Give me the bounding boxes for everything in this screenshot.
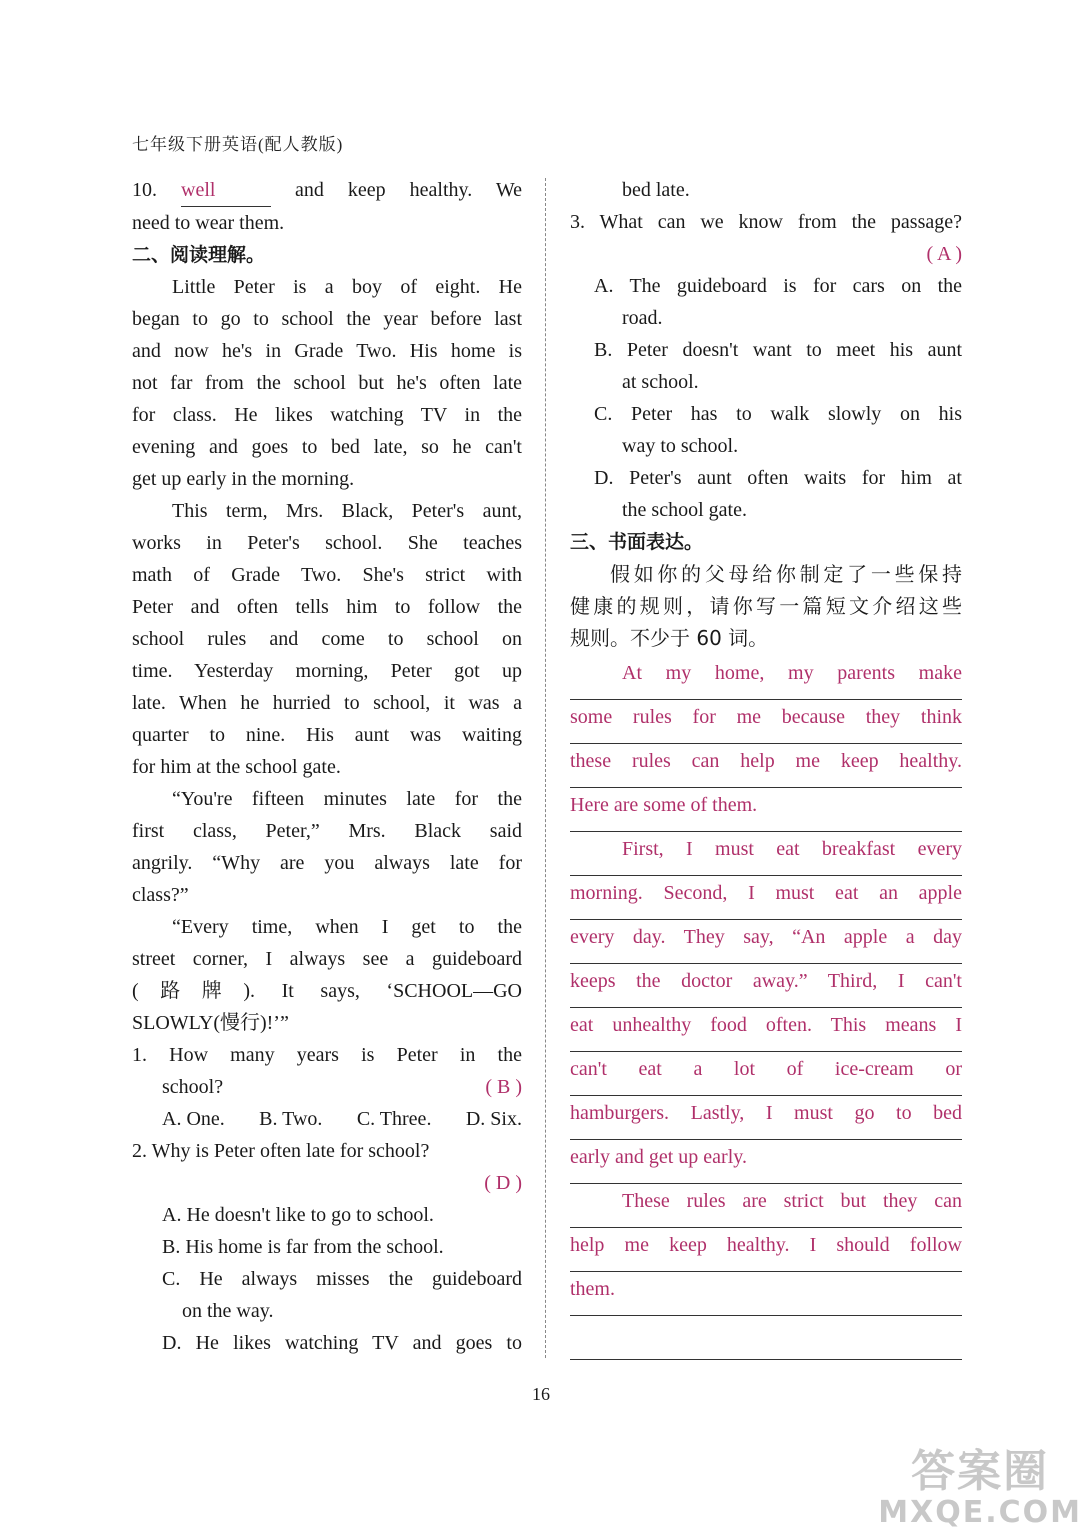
writing-line [570, 1316, 962, 1360]
writing-line: some rules for me because they think [570, 700, 962, 744]
passage-line: get up early in the morning. [132, 468, 355, 490]
q2-answer: ( D ) [484, 1172, 522, 1194]
passage-line: This term, Mrs. Black, Peter's aunt, [172, 500, 522, 522]
writing-line: eat unhealthy food often. This means I [570, 1008, 962, 1052]
q3-line1: 3. What can we know from the passage? [570, 211, 962, 233]
writing-line: hamburgers. Lastly, I must go to bed [570, 1096, 962, 1140]
q3-option-b-line2: at school. [622, 371, 699, 393]
passage-line: Little Peter is a boy of eight. He [172, 276, 522, 298]
writing-line: keeps the doctor away.” Third, I can't [570, 964, 962, 1008]
right-column [570, 174, 962, 1360]
q1-text: school? [162, 1076, 224, 1098]
q1-option-c: C. Three. [356, 1108, 432, 1130]
q1-option-a: A. One. [162, 1108, 225, 1130]
q2-option-c-line2: on the way. [182, 1300, 274, 1322]
q1-answer: ( B ) [485, 1076, 522, 1098]
passage-line: “Every time, when I get to the [172, 916, 522, 938]
writing-line: early and get up early. [570, 1140, 962, 1184]
q3-option-a-line2: road. [622, 307, 663, 329]
writing-line: At my home, my parents make [570, 656, 962, 700]
q10-line2: need to wear them. [132, 212, 285, 234]
q2-option-b: B. His home is far from the school. [162, 1236, 444, 1258]
q10-answer-blank: well [181, 174, 271, 207]
section2-title: 二、阅读理解。 [132, 244, 266, 266]
q3-option-b-line1: B. Peter doesn't want to meet his aunt [594, 339, 962, 361]
watermark-url: MXQE.COM [878, 1495, 1082, 1530]
left-column [132, 174, 522, 1359]
passage-line: Peter and often tells him to follow the [132, 596, 522, 618]
passage-line: evening and goes to bed late, so he can't [132, 436, 522, 458]
q3-answer-row [570, 238, 962, 270]
writing-line: every day. They say, “An apple a day [570, 920, 962, 964]
q2-line1: 2. Why is Peter often late for school? [132, 1140, 430, 1162]
writing-prompt-line: 规则。不少于 60 词。 [570, 626, 769, 650]
passage-line: for class. He likes watching TV in the [132, 404, 522, 426]
q3-option-a-line1: A. The guideboard is for cars on the [594, 275, 962, 297]
passage-line: began to go to school the year before last [132, 308, 522, 330]
passage-line: for him at the school gate. [132, 756, 341, 778]
q3-option-c-line1: C. Peter has to walk slowly on his [594, 403, 962, 425]
writing-line: help me keep healthy. I should follow [570, 1228, 962, 1272]
q2-option-d-line1: D. He likes watching TV and goes to [162, 1332, 522, 1354]
passage-line: school rules and come to school on [132, 628, 522, 650]
q3-option-c-line2: way to school. [622, 435, 739, 457]
passage-line: angrily. “Why are you always late for [132, 852, 522, 874]
q1-line1: 1. How many years is Peter in the [132, 1044, 522, 1066]
q10-text: and keep healthy. We [295, 179, 522, 201]
q3-answer: ( A ) [926, 243, 962, 265]
writing-line: Here are some of them. [570, 788, 962, 832]
q10-number: 10. [132, 179, 157, 201]
passage-line: quarter to nine. His aunt was waiting [132, 724, 522, 746]
watermark [878, 1448, 1082, 1530]
writing-line: These rules are strict but they can [570, 1184, 962, 1228]
passage-line: (路牌). It says, ‘SCHOOL—GO [132, 980, 522, 1002]
reading-passage [132, 271, 522, 1039]
q1-option-d: D. Six. [465, 1108, 522, 1130]
writing-line: them. [570, 1272, 962, 1316]
passage-line: “You're fifteen minutes late for the [172, 788, 522, 810]
q3-option-d-line1: D. Peter's aunt often waits for him at [594, 467, 962, 489]
passage-line: street corner, I always see a guideboard [132, 948, 522, 970]
q2-option-d-line2: bed late. [622, 179, 690, 201]
watermark-logo: 答案圈 [911, 1446, 1050, 1497]
passage-line: math of Grade Two. She's strict with [132, 564, 522, 586]
page-number: 16 [532, 1384, 550, 1404]
q2-option-a: A. He doesn't like to go to school. [162, 1204, 434, 1226]
writing-answer-area [570, 656, 962, 1360]
q3-option-d-line2: the school gate. [622, 499, 747, 521]
passage-line: class?” [132, 884, 189, 906]
q10-line1 [132, 174, 522, 207]
writing-line: First, I must eat breakfast every [570, 832, 962, 876]
passage-line: late. When he hurried to school, it was a [132, 692, 522, 714]
passage-line: and now he's in Grade Two. His home is [132, 340, 522, 362]
writing-prompt-line: 假如你的父母给你制定了一些保持 [610, 562, 962, 586]
page-header: 七年级下册英语(配人教版) [132, 135, 344, 154]
passage-line: first class, Peter,” Mrs. Black said [132, 820, 522, 842]
section3-title: 三、书面表达。 [570, 531, 704, 553]
writing-line: these rules can help me keep healthy. [570, 744, 962, 788]
passage-line: works in Peter's school. She teaches [132, 532, 522, 554]
writing-line: can't eat a lot of ice-cream or [570, 1052, 962, 1096]
passage-line: SLOWLY(慢行)!’” [132, 1012, 289, 1034]
passage-line: not far from the school but he's often late [132, 372, 522, 394]
q1-line2 [132, 1071, 522, 1103]
q2-answer-row [132, 1167, 522, 1199]
column-divider [545, 178, 546, 1358]
passage-line: time. Yesterday morning, Peter got up [132, 660, 522, 682]
q1-options [132, 1103, 522, 1135]
q1-option-b: B. Two. [259, 1108, 323, 1130]
writing-line: morning. Second, I must eat an apple [570, 876, 962, 920]
q2-option-c-line1: C. He always misses the guideboard [162, 1268, 522, 1290]
writing-prompt-line: 健康的规则，请你写一篇短文介绍这些 [570, 594, 962, 618]
